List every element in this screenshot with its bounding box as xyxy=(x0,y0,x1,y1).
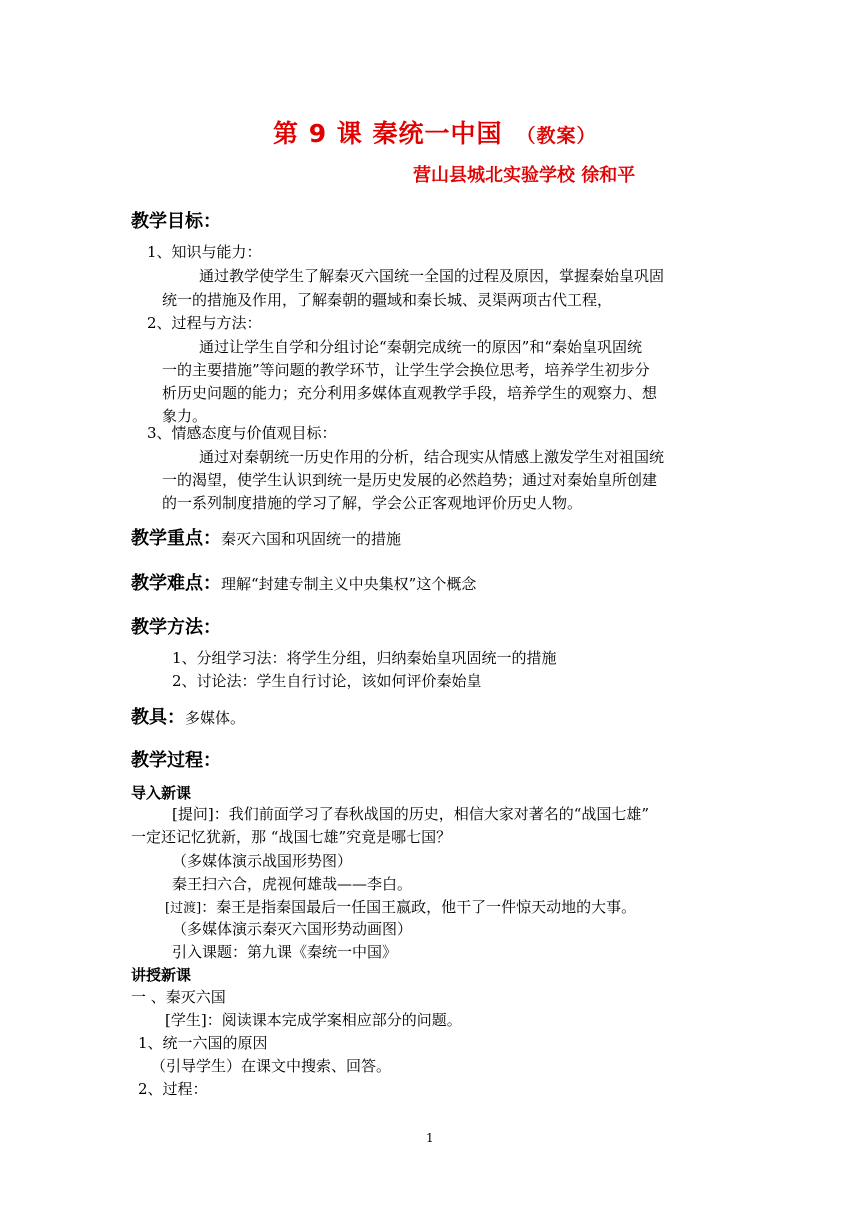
question-line-2: 一定还记忆犹新，那 “战国七雄”究竟是哪七国？ xyxy=(131,828,452,846)
poem-line: 秦王扫六合，虎视何雄哉——李白。 xyxy=(172,875,413,893)
objective-2-label: 2、过程与方法： xyxy=(147,314,262,332)
media-note-2: （多媒体演示秦灭六国形势动画图） xyxy=(172,920,413,938)
key-point-text: 秦灭六国和巩固统一的措施 xyxy=(221,530,402,548)
title-text: 第 9 课 秦统一中国 xyxy=(273,119,503,148)
objective-3-line-3: 的一系列制度措施的学习了解，学会公正客观地评价历史人物。 xyxy=(162,494,583,512)
tools-heading: 教具： xyxy=(131,707,185,728)
method-1: 1、分组学习法：将学生分组，归纳秦始皇巩固统一的措施 xyxy=(172,649,557,667)
key-point-heading: 教学重点： xyxy=(131,528,221,549)
teach-heading: 讲授新课 xyxy=(131,966,192,984)
point-1: 1、统一六国的原因 xyxy=(138,1034,268,1052)
difficulty xyxy=(131,569,476,595)
method-2: 2、讨论法：学生自行讨论，该如何评价秦始皇 xyxy=(172,672,482,690)
section-1-title: 一 、秦灭六国 xyxy=(131,988,226,1006)
objective-2-line-3: 析历史问题的能力；充分利用多媒体直观教学手段，培养学生的观察力、想 xyxy=(162,384,658,402)
media-note-1: （多媒体演示战国形势图） xyxy=(172,852,353,870)
transition-line xyxy=(165,896,636,917)
methods-heading: 教学方法： xyxy=(131,617,221,638)
question-line-1: [提问]：我们前面学习了春秋战国的历史，相信大家对著名的“战国七雄” xyxy=(172,805,650,823)
student-task: [学生]：阅读课本完成学案相应部分的问题。 xyxy=(165,1011,462,1029)
objective-2-line-4: 象力。 xyxy=(162,407,208,425)
objective-3-line-1: 通过对秦朝统一历史作用的分析，结合现实从情感上激发学生对祖国统 xyxy=(199,448,665,466)
objective-2-line-1: 通过让学生自学和分组讨论“秦朝完成统一的原因”和“秦始皇巩固统 xyxy=(199,338,643,356)
point-2: 2、过程： xyxy=(138,1080,208,1098)
process-heading: 教学过程： xyxy=(131,750,221,771)
intro-heading: 导入新课 xyxy=(131,784,192,802)
key-point xyxy=(131,524,401,550)
topic-intro: 引入课题：第九课《秦统一中国》 xyxy=(172,943,398,961)
difficulty-heading: 教学难点： xyxy=(131,573,221,594)
difficulty-text: 理解“封建专制主义中央集权”这个概念 xyxy=(221,575,477,593)
page-title xyxy=(273,114,597,150)
objectives-heading: 教学目标： xyxy=(131,211,221,232)
point-1-note: （引导学生）在课文中搜索、回答。 xyxy=(151,1057,392,1075)
objective-1-label: 1、知识与能力： xyxy=(147,243,262,261)
objective-3-label: 3、情感态度与价值观目标： xyxy=(147,424,337,442)
tools-text: 多媒体。 xyxy=(185,709,246,727)
objective-2-line-2: 一的主要措施”等问题的教学环节，让学生学会换位思考，培养学生初步分 xyxy=(162,361,650,379)
objective-3-line-2: 一的渴望，使学生认识到统一是历史发展的必然趋势；通过对秦始皇所创建 xyxy=(162,471,658,489)
author-line: 营山县城北实验学校 徐和平 xyxy=(413,165,636,186)
transition-text: ：秦王是指秦国最后一任国王嬴政，他干了一件惊天动地的大事。 xyxy=(201,898,637,916)
objective-1-line-1: 通过教学使学生了解秦灭六国统一全国的过程及原因，掌握秦始皇巩固 xyxy=(199,267,665,285)
title-note: （教案） xyxy=(516,125,597,147)
tools xyxy=(131,703,245,729)
objective-1-line-2: 统一的措施及作用，了解秦朝的疆域和秦长城、灵渠两项古代工程， xyxy=(162,291,613,309)
transition-tag: [过渡] xyxy=(165,901,202,916)
page-number: 1 xyxy=(426,1131,434,1145)
